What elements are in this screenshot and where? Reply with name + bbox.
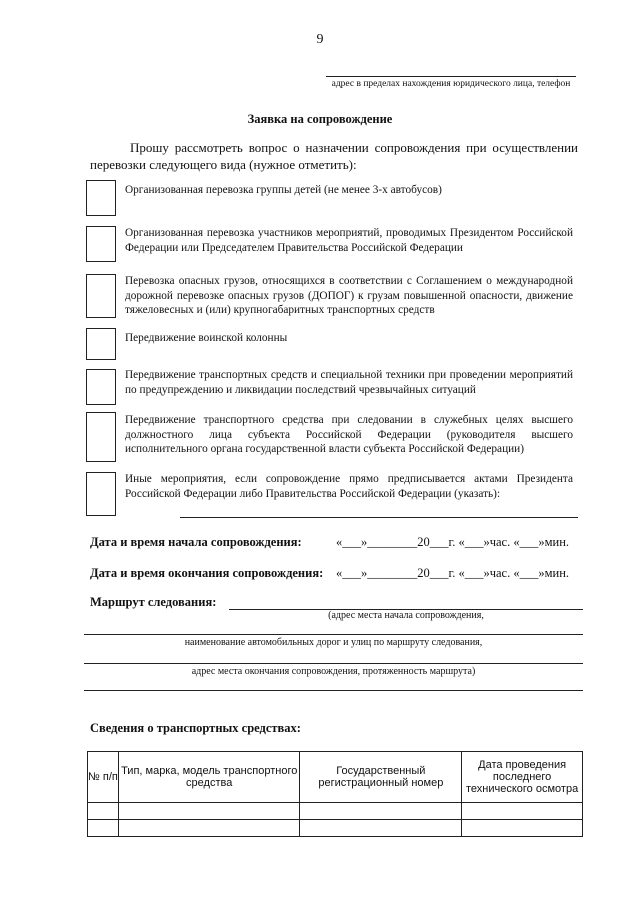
route-roads-line[interactable] [84, 634, 583, 635]
end-datetime-label: Дата и время окончания сопровождения: [90, 566, 324, 580]
form-title: Заявка на сопровождение [247, 112, 393, 126]
table-cell[interactable] [462, 803, 583, 820]
option-7-label: Иные мероприятия, если сопровождение прямо предписывается актами Президента Российской Федерации либо Правительства Российской Федерации (указать): [125, 473, 573, 500]
option-5-label: Передвижение транспортных средств и специальной техники при проведении мероприятий по предупреждению и ликвидации последствий чрезвычайных ситуаций [125, 369, 573, 396]
option-3-label: Перевозка опасных грузов, относящихся в соответствии с Соглашением о международной дорожной перевозке опасных грузов (ДОПОГ) к грузам повышенной опасности, движение тяжеловесных и (или) крупногабаритных транспортных средств [125, 275, 573, 316]
option-4-label: Передвижение воинской колонны [125, 332, 288, 344]
page-number: 9 [316, 32, 324, 47]
table-row [88, 803, 583, 820]
address-line[interactable] [326, 76, 576, 77]
form-intro: Прошу рассмотреть вопрос о назначении сопровождения при осуществлении перевозки следующего вида (нужное отметить): [90, 140, 578, 172]
table-cell[interactable] [88, 803, 119, 820]
address-caption: адрес в пределах нахождения юридического лица, телефон [331, 79, 571, 89]
column-header-inspection-date: Дата проведения последнего технического осмотра [462, 752, 583, 803]
table-row [88, 820, 583, 837]
column-header-number: № п/п [88, 752, 119, 803]
route-roads-caption: наименование автомобильных дорог и улиц по маршруту следования, [184, 637, 483, 648]
column-header-reg-number: Государственный регистрационный номер [300, 752, 462, 803]
table-cell[interactable] [300, 803, 462, 820]
option-6-checkbox[interactable] [86, 412, 116, 462]
option-1-label: Организованная перевозка группы детей (не менее 3-х автобусов) [125, 184, 442, 196]
table-cell[interactable] [118, 803, 300, 820]
vehicles-table [87, 751, 583, 837]
option-3-checkbox[interactable] [86, 274, 116, 318]
route-end-caption: адрес места окончания сопровождения, протяженность маршрута) [191, 666, 476, 677]
option-1-checkbox[interactable] [86, 180, 116, 216]
start-datetime-label: Дата и время начала сопровождения: [90, 535, 302, 549]
column-header-model: Тип, марка, модель транспортного средства [118, 752, 300, 803]
option-2-checkbox[interactable] [86, 226, 116, 262]
start-datetime-field[interactable]: «___»________20___г. «___»час. «___»мин. [336, 535, 570, 549]
option-7-checkbox[interactable] [86, 472, 116, 516]
option-7-specify-line[interactable] [180, 517, 578, 518]
option-6-label: Передвижение транспортного средства при следовании в служебных целях высшего должностного лица субъекта Российской Федерации (руководителя высшего исполнительного органа государственной власти субъекта Российской Федерации) [125, 414, 573, 455]
vehicles-header-row [88, 752, 583, 803]
end-datetime-field[interactable]: «___»________20___г. «___»час. «___»мин. [336, 566, 570, 580]
table-cell[interactable] [88, 820, 119, 837]
option-5-checkbox[interactable] [86, 369, 116, 405]
option-4-checkbox[interactable] [86, 328, 116, 360]
route-extra-line[interactable] [84, 690, 583, 691]
table-cell[interactable] [300, 820, 462, 837]
route-label: Маршрут следования: [90, 595, 217, 609]
route-start-caption: (адрес места начала сопровождения, [328, 610, 484, 621]
option-2-label: Организованная перевозка участников мероприятий, проводимых Президентом Российской Федерации или Председателем Правительства Российской Федерации [125, 227, 573, 254]
route-end-line[interactable] [84, 663, 583, 664]
vehicles-title: Сведения о транспортных средствах: [90, 721, 301, 735]
table-cell[interactable] [118, 820, 300, 837]
table-cell[interactable] [462, 820, 583, 837]
